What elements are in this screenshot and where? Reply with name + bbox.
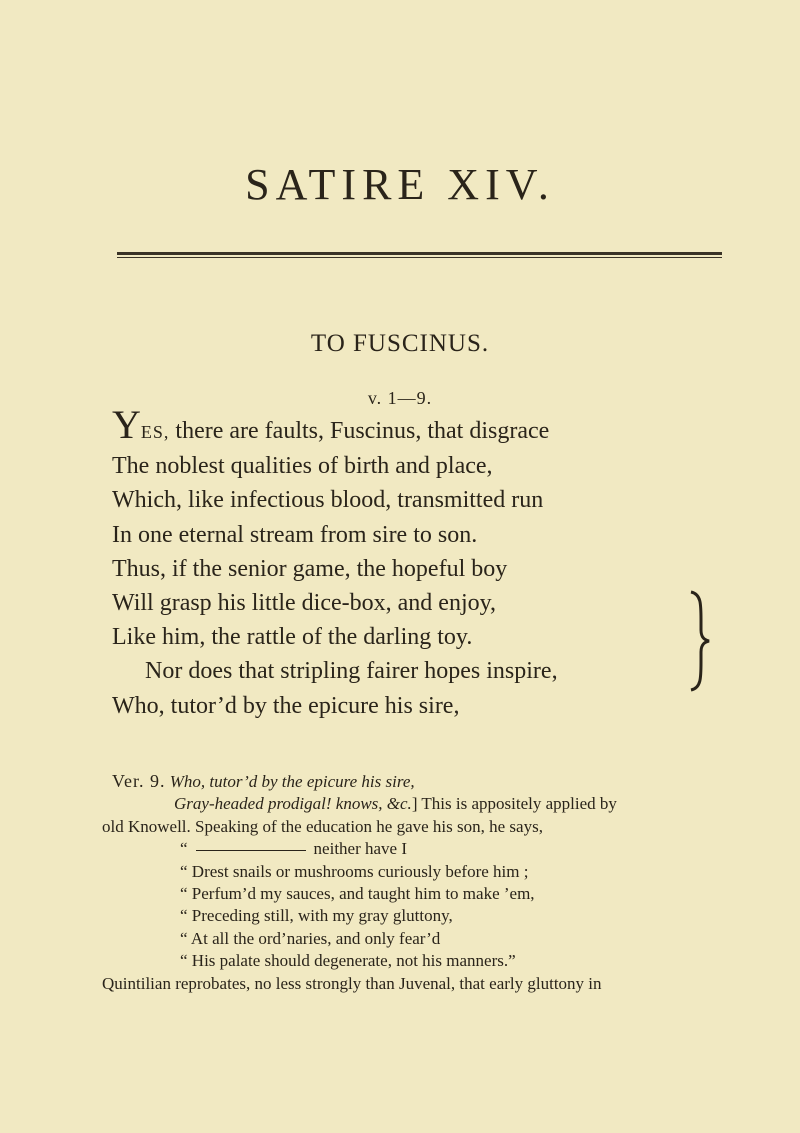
quote-line-5: “ At all the ord’naries, and only fear’d <box>180 928 441 948</box>
satire-title: SATIRE XIV. <box>245 160 555 209</box>
note-last-line: Quintilian reprobates, no less strongly than Juvenal, that early gluttony in <box>102 973 602 993</box>
note-line-2: Gray-headed prodigal! knows, &c.] This is appositely applied by <box>174 794 617 814</box>
poem-line-5: Thus, if the senior game, the hopeful boy <box>112 555 508 582</box>
verse-label: Ver. 9. <box>112 771 166 791</box>
title-rule <box>117 252 722 258</box>
footnote <box>102 770 712 995</box>
dash-rule <box>196 850 306 851</box>
quote-line-1: “ neither have I <box>180 839 407 859</box>
poem-line-1: YES, there are faults, Fuscinus, that disgrace <box>112 402 550 447</box>
note-line-3: old Knowell. Speaking of the education he gave his son, he says, <box>102 816 543 836</box>
verse-range: v. 1—9. <box>367 388 433 408</box>
poem-line-9: Who, tutor’d by the epicure his sire, <box>112 692 460 719</box>
quote-line-3: “ Perfum’d my sauces, and taught him to make ’em, <box>180 884 535 904</box>
poem-line-3: Which, like infectious blood, transmitted run <box>112 487 544 514</box>
note-line-1: Ver. 9. Who, tutor’d by the epicure his sire, <box>112 771 415 791</box>
drop-cap: Y <box>112 402 141 447</box>
poem-text <box>112 402 712 723</box>
dedication-heading: TO FUSCINUS. <box>310 330 490 357</box>
poem-line-2: The noblest qualities of birth and place, <box>112 453 493 480</box>
quote-line-6: “ His palate should degenerate, not his manners.” <box>180 951 516 971</box>
triplet-brace-icon <box>689 590 711 692</box>
quote-line-4: “ Preceding still, with my gray gluttony, <box>180 906 453 926</box>
poem-line-6: Will grasp his little dice-box, and enjoy, <box>112 590 497 617</box>
poem-line-4: In one eternal stream from sire to son. <box>112 521 478 548</box>
poem-line-7: Like him, the rattle of the darling toy. <box>112 624 473 651</box>
poem-line-8: Nor does that stripling fairer hopes inspire, <box>145 658 558 685</box>
quote-line-2: “ Drest snails or mushrooms curiously before him ; <box>180 861 529 881</box>
